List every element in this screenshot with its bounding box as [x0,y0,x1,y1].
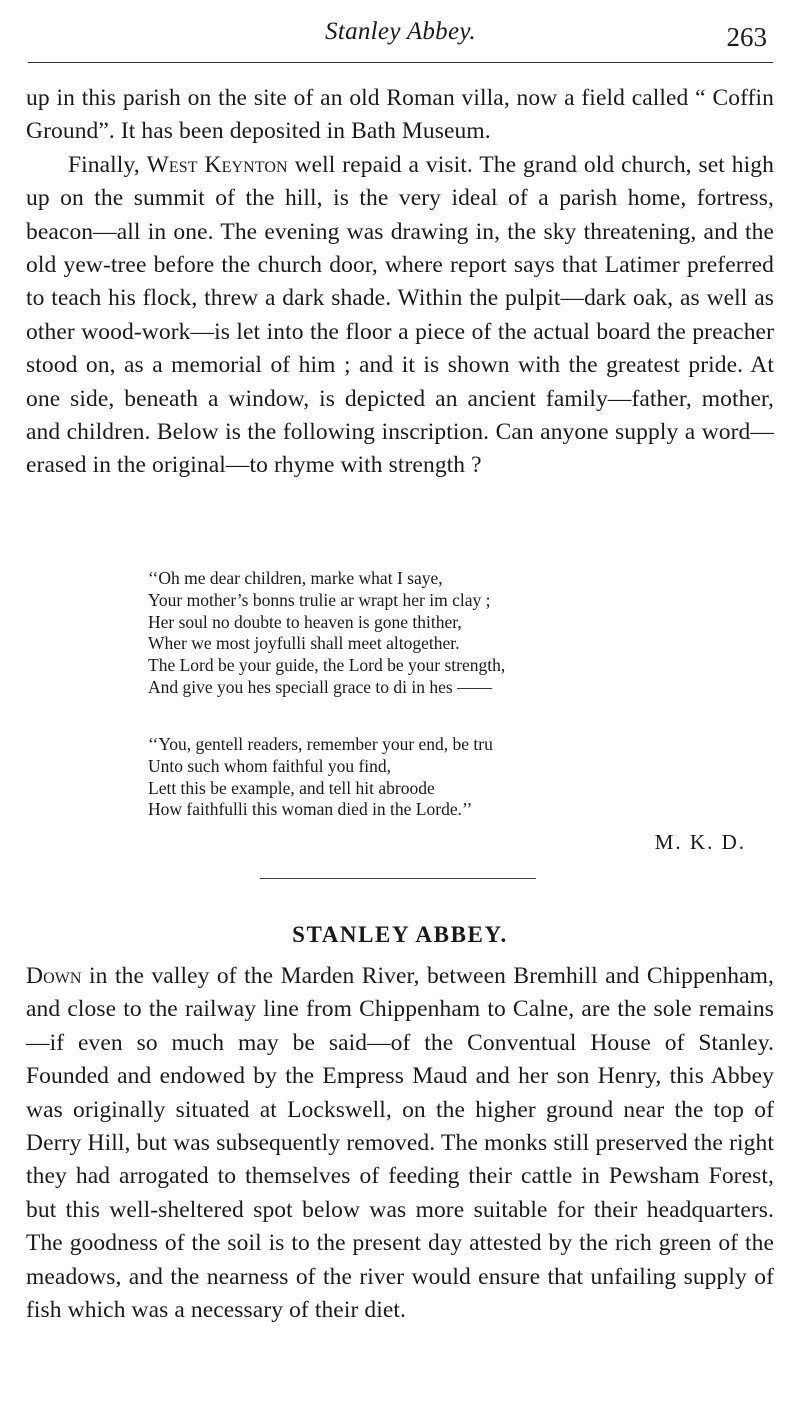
verse-line: Unto such whom faithful you find, [148,755,392,776]
running-header [28,14,773,58]
verse-line: The Lord be your guide, the Lord be your strength, [148,655,506,676]
inscription-stanza-2 [148,734,748,821]
page-number: 263 [726,22,767,52]
verse-line: How faithfulli this woman died in the Lorde.’’ [148,799,473,820]
article-paragraph [26,960,774,1327]
verse-line: ‘‘You, gentell readers, remember your end, be tru [148,734,493,754]
inscription-stanza-1 [148,568,748,699]
west-keynton-paragraph [26,149,774,483]
first-word: Down [26,963,82,989]
article-heading: STANLEY ABBEY. [292,922,508,947]
article-text: in the valley of the Marden River, between Bremhill and Chippenham, and close to the railway line from Chippenham to Calne, are the sole remains—if even so much may be said—of the Conventual House of Stanley. Founded and endowed by the Empress Maud and her son Henry, this Abbey was originally situated at Lockswell, on the higher ground near the top of Derry Hill, but was subsequently removed. The monks still preserved the right they had arrogated to themselves of feeding their cattle in Pewsham Forest, but this well-sheltered spot below was more suitable for their headquarters. The goodness of the soil is to the present day attested by the rich green of the meadows, and the nearness of the river would ensure that unfailing supply of fish which was a necessary of their diet. [26,963,774,1324]
running-title: Stanley Abbey. [325,18,476,45]
verse-line: Lett this be example, and tell hit abroode [148,777,435,798]
stanley-abbey-article-body [26,960,774,1327]
header-rule [28,62,773,63]
previous-article-body [26,82,774,483]
continuation-paragraph: up in this parish on the site of an old Roman villa, now a field called “ Coffin Ground”. It has been deposited in Bath Museum. [26,85,774,145]
verse-line: Wher we most joyfulli shall meet altogether. [148,633,460,654]
paragraph-text: well repaid a visit. The grand old church, set high up on the summit of the hill, is the very ideal of a parish home, fortress, beacon—all in one. The evening was drawing in, the sky threatening, and the old yew-tree before the church door, where report says that Latimer preferred to teach his flock, threw a dark shade. Within the pulpit—dark oak, as well as other wood-work—is let into the floor a piece of the actual board the preacher stood on, as a memorial of him ; and it is shown with the greatest pride. At one side, beneath a window, is depicted an ancient family—father, mother, and children. Below is the following inscription. Can anyone supply a word—erased in the original—to rhyme with strength ? [26,151,774,479]
place-name: West Keynton [146,151,288,178]
section-divider [260,878,536,879]
verse-line: ‘‘Oh me dear children, marke what I saye, [148,568,443,588]
verse-line: And give you hes speciall grace to di in hes —— [148,676,493,697]
verse-line: Your mother’s bonns trulie ar wrapt her im clay ; [148,589,491,610]
verse-line: Her soul no doubte to heaven is gone thither, [148,611,462,632]
author-signature: M. K. D. [654,830,746,854]
paragraph-lead: Finally, [68,151,147,178]
